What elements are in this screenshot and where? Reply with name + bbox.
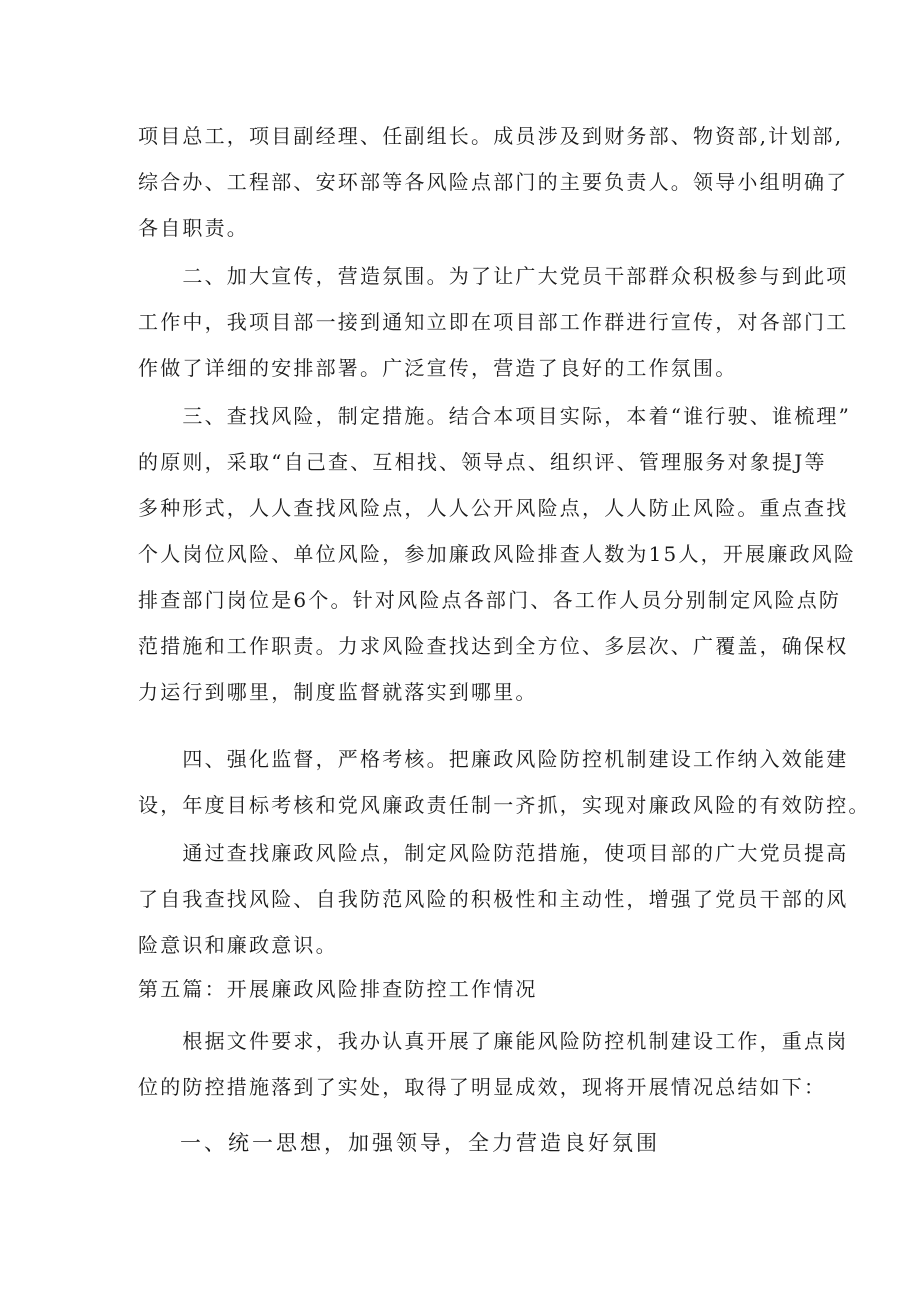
text-line: 力运行到哪里，制度监督就落实到哪里。 (138, 680, 538, 704)
paragraph-conclusion (138, 830, 849, 968)
text-line: 设，年度目标考核和党风廉政责任制一齐抓，实现对廉政风险的有效防控。 (138, 793, 871, 817)
text-line: 排查部门岗位是6个。针对风险点各部门、各工作人员分别制定风险点防 (138, 588, 842, 612)
paragraph-publicity (138, 253, 849, 391)
subheading: 一、统一思想，加强领导，全力营造良好氛围 (180, 1131, 660, 1155)
text-line: 个人岗位风险、单位风险，参加廉政风险排查人数为15人，开展廉政风险 (138, 542, 857, 566)
paragraph-leadership-group (138, 113, 849, 251)
section-title: 第五篇：开展廉政风险排查防控工作情况 (138, 977, 538, 1001)
text-line: 项目总工，项目副经理、任副组长。成员涉及到财务部、物资部,计划部, (138, 124, 844, 148)
text-line: 作做了详细的安排部署。广泛宣传，营造了良好的工作氛围。 (138, 356, 738, 380)
text-line: 三、查找风险，制定措施。结合本项目实际，本着“谁行驶、谁梳理” (138, 404, 852, 428)
text-line: 范措施和工作职责。力求风险查找达到全方位、多层次、广覆盖，确保权 (138, 634, 849, 658)
text-line: 综合办、工程部、安环部等各风险点部门的主要负责人。领导小组明确了 (138, 170, 849, 194)
text-line: 各自职责。 (138, 216, 249, 240)
paragraph-intro (138, 1018, 849, 1110)
text-line: 二、加大宣传，营造氛围。为了让广大党员干部群众积极参与到此项 (138, 264, 849, 288)
paragraph-supervision (138, 736, 871, 828)
text-line: 多种形式，人人查找风险点，人人公开风险点，人人防止风险。重点查找 (138, 496, 849, 520)
paragraph-risk-identification (138, 393, 857, 715)
text-line: 险意识和廉政意识。 (138, 933, 338, 957)
text-line: 的原则，采取“自己查、互相找、领导点、组织评、管理服务对象提J等 (138, 450, 827, 474)
text-line: 工作中，我项目部一接到通知立即在项目部工作群进行宣传，对各部门工 (138, 310, 849, 334)
text-line: 了自我查找风险、自我防范风险的积极性和主动性，增强了党员干部的风 (138, 887, 849, 911)
text-line: 根据文件要求，我办认真开展了廉能风险防控机制建设工作，重点岗 (138, 1029, 849, 1053)
text-line: 通过查找廉政风险点，制定风险防范措施，使项目部的广大党员提高 (138, 841, 849, 865)
text-line: 位的防控措施落到了实处，取得了明显成效，现将开展情况总结如下： (138, 1075, 827, 1099)
text-line: 四、强化监督，严格考核。把廉政风险防控机制建设工作纳入效能建 (138, 747, 849, 771)
